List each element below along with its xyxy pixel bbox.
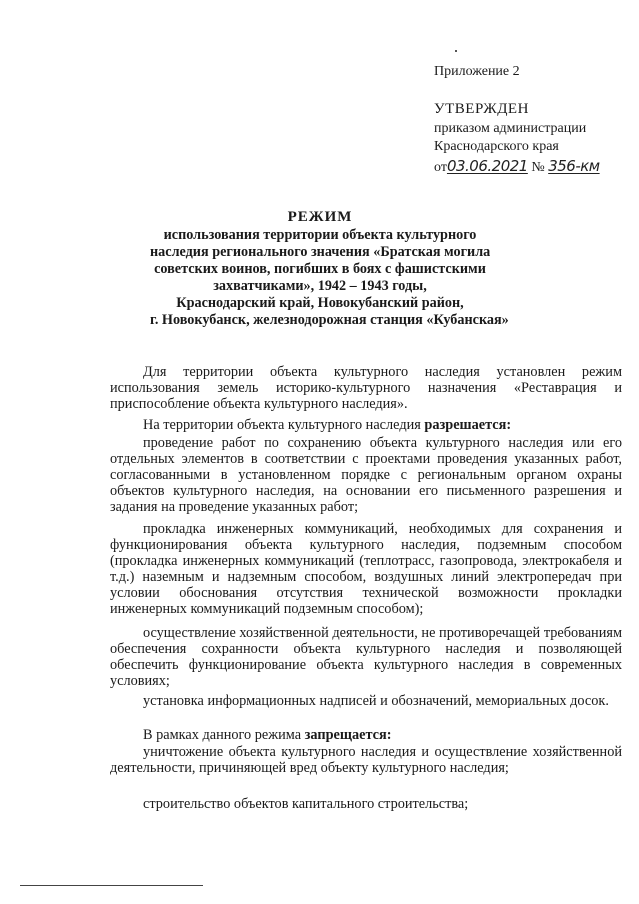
forbidden-lead-text: В рамках данного режима — [143, 727, 302, 743]
allowed-lead-text: На территории объекта культурного наследия — [143, 417, 421, 433]
title-line-4: захватчиками», 1942 – 1943 годы, — [213, 278, 427, 294]
approval-date-handwritten: 03.06.2021 — [446, 157, 528, 175]
allowed-item-2: прокладка инженерных коммуникаций, необходимых для сохранения и функционирования объекта культурного наследия, подземным способом (прокладка инженерных коммуникаций (теплотрасс, газопровода, электрокабеля и т.д.) наземным и надземным способом, воздушных линий электропередач при условии обоснования отсутствия технической возможности прокладки инженерных коммуникаций подземным способом); — [110, 521, 622, 617]
approval-line-1: приказом администрации — [434, 121, 587, 136]
approval-order-line — [434, 157, 600, 176]
footnote-divider — [20, 885, 203, 886]
forbidden-bold-text: запрещается: — [304, 727, 392, 743]
scan-speck — [455, 50, 457, 52]
allowed-bold-text: разрешается: — [424, 417, 512, 433]
title-line-2: наследия регионального значения «Братская могила — [150, 244, 491, 260]
approval-title: УТВЕРЖДЕН — [434, 101, 529, 117]
forbidden-item-1: уничтожение объекта культурного наследия и осуществление хозяйственной деятельности, причиняющей вред объекту культурного наследия; — [110, 744, 622, 776]
allowed-item-1: проведение работ по сохранению объекта культурного наследия или его отдельных элементов в соответствии с проектами проведения указанных работ, согласованными в установленном порядке с региональным органом охраны объектов культурного наследия, на основании его письменного разрешения и задания на проведение указанных работ; — [110, 435, 622, 515]
approval-from: от — [434, 160, 447, 175]
allowed-item-4: установка информационных надписей и обозначений, мемориальных досок. — [143, 693, 609, 709]
appendix-label: Приложение 2 — [434, 64, 520, 79]
allowed-item-3: осуществление хозяйственной деятельности, не противоречащей требованиям обеспечения сохранности объекта культурного наследия и позволяющей обеспечить функционирование объекта культурного наследия в современных условиях; — [110, 625, 622, 689]
allowed-heading — [110, 417, 622, 433]
approval-number-handwritten: 356-км — [548, 157, 600, 175]
forbidden-item-2: строительство объектов капитального строительства; — [143, 796, 469, 812]
title-line-6: г. Новокубанск, железнодорожная станция «Кубанская» — [150, 312, 509, 328]
title-line-1: использования территории объекта культурного — [163, 227, 477, 243]
intro-paragraph: Для территории объекта культурного наследия установлен режим использования земель историко-культурного назначения «Реставрация и приспособление объекта культурного наследия». — [110, 364, 622, 412]
forbidden-heading — [110, 727, 622, 743]
document-heading: РЕЖИМ — [287, 209, 353, 225]
title-line-5: Краснодарский край, Новокубанский район, — [176, 295, 464, 311]
approval-line-2: Краснодарского края — [434, 139, 559, 154]
approval-number-sign: № — [531, 160, 545, 175]
title-line-3: советских воинов, погибших в боях с фашистскими — [154, 261, 486, 277]
